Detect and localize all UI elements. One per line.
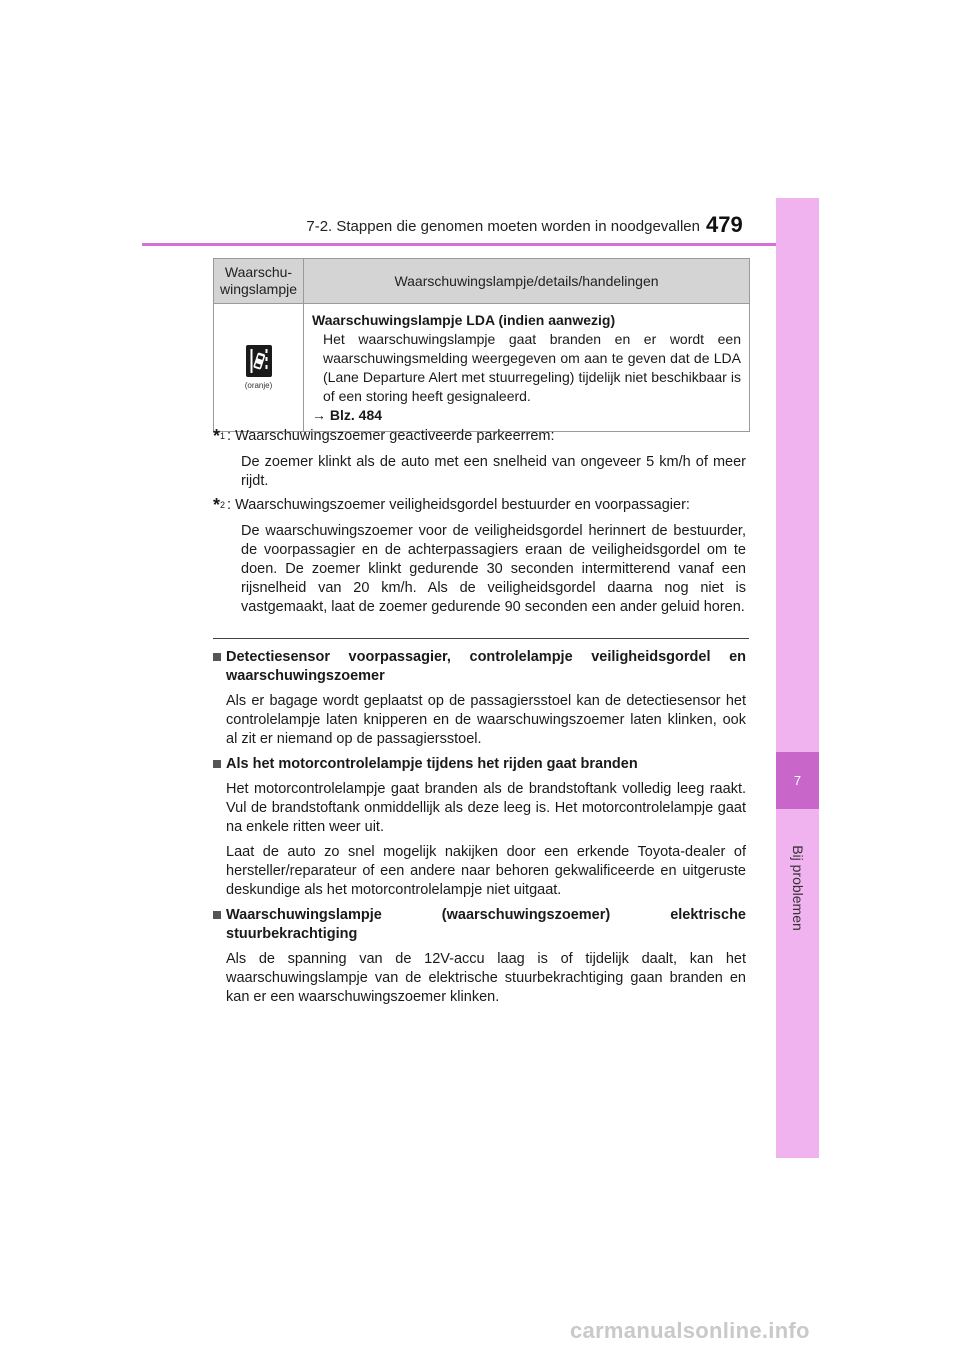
lamp-title: Waarschuwingslampje LDA (indien aanwezig)	[312, 312, 616, 328]
section-passenger-sensor	[213, 648, 746, 749]
section-paragraph: Als de spanning van de 12V-accu laag is of tijdelijk daalt, kan het waarschuwingslampje van de elektrische stuurbekrachtiging gaan branden en kan er een waarschuwingszoemer klinken.	[226, 951, 746, 1005]
section-power-steering	[213, 906, 746, 1007]
section-heading-row	[213, 755, 746, 774]
footnote-marker: *	[213, 495, 221, 515]
chapter-number: 7	[793, 773, 802, 788]
footnote-marker: *	[213, 426, 221, 446]
lamp-color-label: (oranje)	[244, 381, 273, 390]
section-heading-row	[213, 648, 746, 686]
section-divider	[213, 638, 749, 639]
footnote-heading: : Waarschuwingszoemer geactiveerde parkeerrem:	[227, 428, 555, 444]
section-bullet-icon	[213, 653, 221, 661]
lamp-description: Het waarschuwingslampje gaat branden en er wordt een waarschuwingsmelding weergegeven om aan te geven dat de LDA (Lane Departure Alert met stuurregeling) tijdelijk niet beschikbaar is of een storing heeft gesignaleerd.	[323, 331, 741, 404]
section-title: Waarschuwingslampje (waarschuwingszoemer) elektrische stuurbekrachtiging	[226, 907, 746, 942]
lda-warning-icon	[246, 345, 272, 377]
footnote-1	[213, 427, 746, 491]
section-title: Detectiesensor voorpassagier, controlelampje veiligheidsgordel en waarschuwingszoemer	[226, 649, 746, 684]
chapter-label: Bij problemen	[790, 845, 806, 931]
table-header-row	[214, 259, 750, 304]
section-paragraph: Als er bagage wordt geplaatst op de passagiersstoel kan de detectiesensor het controlelampje laten knipperen en de waarschuwingszoemer laten klinken, ook al zit er niemand op de passagiersstoel.	[226, 693, 746, 747]
chapter-number-tab	[776, 752, 819, 809]
footnote-body: De waarschuwingszoemer voor de veiligheidsgordel herinnert de bestuurder, de voorpassagier en de achterpassagiers eraan de veiligheidsgordel om te doen. De zoemer klinkt gedurende 30 seconden intermitterend vanaf een rijsnelheid van 20 km/h. Als de veiligheidsgordel daarna nog niet is vastgemaakt, laat de zoemer gedurende 90 seconden een ander geluid horen.	[241, 523, 746, 615]
table-row	[214, 304, 750, 432]
footnote-heading: : Waarschuwingszoemer veiligheidsgordel bestuurder en voorpassagier:	[227, 497, 690, 513]
footnotes	[213, 427, 746, 622]
page-number: 479	[706, 212, 743, 237]
running-header: 7-2. Stappen die genomen moeten worden in noodgevallen	[306, 218, 700, 235]
section-paragraph: Laat de auto zo snel mogelijk nakijken door een erkende Toyota-dealer of hersteller/reparateur of een andere naar behoren gekwalificeerde en uitgeruste deskundige als het motorcontrolelampje niet uitgaat.	[226, 844, 746, 898]
detail-column-header: Waarschuwingslampje/details/handelingen	[304, 259, 750, 304]
detail-cell	[304, 304, 750, 432]
section-heading-row	[213, 906, 746, 944]
footer-watermark: carmanualsonline.info	[570, 1318, 810, 1343]
info-sections	[213, 648, 746, 1013]
section-bullet-icon	[213, 760, 221, 768]
chapter-tab-strip	[776, 198, 819, 1158]
lamp-column-header-text: Waarschu- wingslampje	[219, 264, 298, 297]
lamp-column-header	[214, 259, 304, 304]
warning-lamp-table	[213, 258, 750, 432]
header-rule	[142, 243, 817, 246]
footnote-number: 2	[220, 500, 226, 510]
section-bullet-icon	[213, 911, 221, 919]
section-title: Als het motorcontrolelampje tijdens het rijden gaat branden	[226, 756, 638, 772]
footnote-number: 1	[220, 431, 226, 441]
section-engine-check-lamp	[213, 755, 746, 900]
footnote-1-head	[213, 427, 746, 446]
footnote-body: De zoemer klinkt als de auto met een snelheid van ongeveer 5 km/h of meer rijdt.	[241, 454, 746, 489]
section-paragraph: Het motorcontrolelampje gaat branden als de brandstoftank volledig leeg raakt. Vul de brandstoftank onmiddellijk als deze leeg is. Het motorcontrolelampje gaat na enkele ritten weer uit.	[226, 781, 746, 835]
lamp-cell	[214, 304, 304, 432]
page-reference: → Blz. 484	[312, 407, 383, 423]
footnote-2-head	[213, 496, 746, 515]
footnote-2	[213, 496, 746, 617]
